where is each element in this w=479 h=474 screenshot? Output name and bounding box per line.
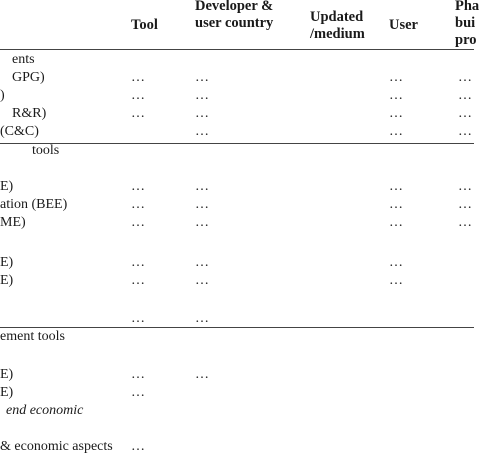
table-cell: …: [195, 367, 209, 382]
table-row: [0, 348, 474, 366]
table-row: [0, 51, 474, 69]
table-cell: …: [131, 179, 145, 194]
table-cell: …: [458, 70, 472, 85]
header-updated-line2: /medium: [310, 26, 365, 42]
table-cell: …: [458, 215, 472, 230]
table-row: [0, 87, 474, 105]
table-row: [0, 214, 474, 232]
table-cell: …: [458, 197, 472, 212]
row-label: (C&C): [0, 124, 39, 139]
row-label: ME): [0, 215, 26, 230]
table-cell: …: [389, 124, 403, 139]
table-row: [0, 328, 474, 346]
header-phase-line1: Pha: [455, 0, 479, 14]
table-row: [0, 142, 474, 160]
table-row: [0, 178, 474, 196]
table-cell: …: [389, 88, 403, 103]
row-label: R&R): [12, 106, 47, 121]
table-cell: …: [389, 215, 403, 230]
table-cell: …: [458, 179, 472, 194]
row-label: GPG): [12, 70, 45, 85]
row-label: tools: [32, 143, 60, 158]
row-label: ation (BEE): [0, 197, 68, 212]
table-cell: …: [131, 88, 145, 103]
row-label: & economic aspects: [0, 439, 113, 454]
table-cell: …: [131, 367, 145, 382]
row-label: ement tools: [0, 329, 65, 344]
table-row: [0, 123, 474, 141]
table-cell: …: [389, 106, 403, 121]
header-developer-line1: Developer &: [195, 0, 274, 14]
table-cell: …: [195, 273, 209, 288]
header-phase-line2: bui: [455, 15, 476, 31]
table-row: [0, 196, 474, 214]
table-cell: …: [131, 70, 145, 85]
table-row: [0, 69, 474, 87]
row-label: E): [0, 385, 14, 400]
header-rule: [0, 49, 474, 50]
table-cell: …: [131, 273, 145, 288]
header-user: User: [389, 17, 418, 33]
table-cell: …: [131, 215, 145, 230]
table-cell: …: [131, 439, 145, 454]
table-row: [0, 310, 474, 328]
header-phase-line3: pro: [455, 32, 477, 48]
row-label: E): [0, 255, 14, 270]
row-label: end economic: [6, 403, 84, 418]
header-tool: Tool: [131, 17, 158, 33]
table-cell: …: [131, 197, 145, 212]
table-row: [0, 236, 474, 254]
header-developer-line2: user country: [195, 15, 274, 31]
table-cell: …: [195, 197, 209, 212]
table-cell: …: [195, 179, 209, 194]
table-cell: …: [195, 106, 209, 121]
row-label: E): [0, 273, 14, 288]
table-row: [0, 254, 474, 272]
row-label: ): [0, 88, 5, 103]
table-cell: …: [131, 106, 145, 121]
row-label: E): [0, 367, 14, 382]
table-cell: …: [131, 255, 145, 270]
table-cell: …: [389, 273, 403, 288]
table-cell: …: [195, 124, 209, 139]
table-cell: …: [458, 106, 472, 121]
table-cell: …: [458, 88, 472, 103]
table-cell: …: [458, 124, 472, 139]
table-row: [0, 420, 474, 438]
table-cell: …: [195, 88, 209, 103]
table-row: [0, 292, 474, 310]
table-cell: …: [195, 215, 209, 230]
table-row: [0, 384, 474, 402]
table-cell: …: [131, 385, 145, 400]
row-label: E): [0, 179, 14, 194]
table-cell: …: [389, 179, 403, 194]
row-label: ents: [12, 52, 35, 67]
table-row: [0, 105, 474, 123]
table-cell: …: [389, 197, 403, 212]
table-row: [0, 402, 474, 420]
table-row: [0, 160, 474, 178]
table-cell: …: [195, 311, 209, 326]
header-updated-line1: Updated: [310, 9, 364, 25]
table-cell: …: [389, 70, 403, 85]
table-cell: …: [389, 255, 403, 270]
table-row: [0, 366, 474, 384]
table-row: [0, 438, 474, 456]
table-cell: …: [195, 255, 209, 270]
table-cell: …: [195, 70, 209, 85]
table-cell: …: [131, 311, 145, 326]
table-row: [0, 272, 474, 290]
